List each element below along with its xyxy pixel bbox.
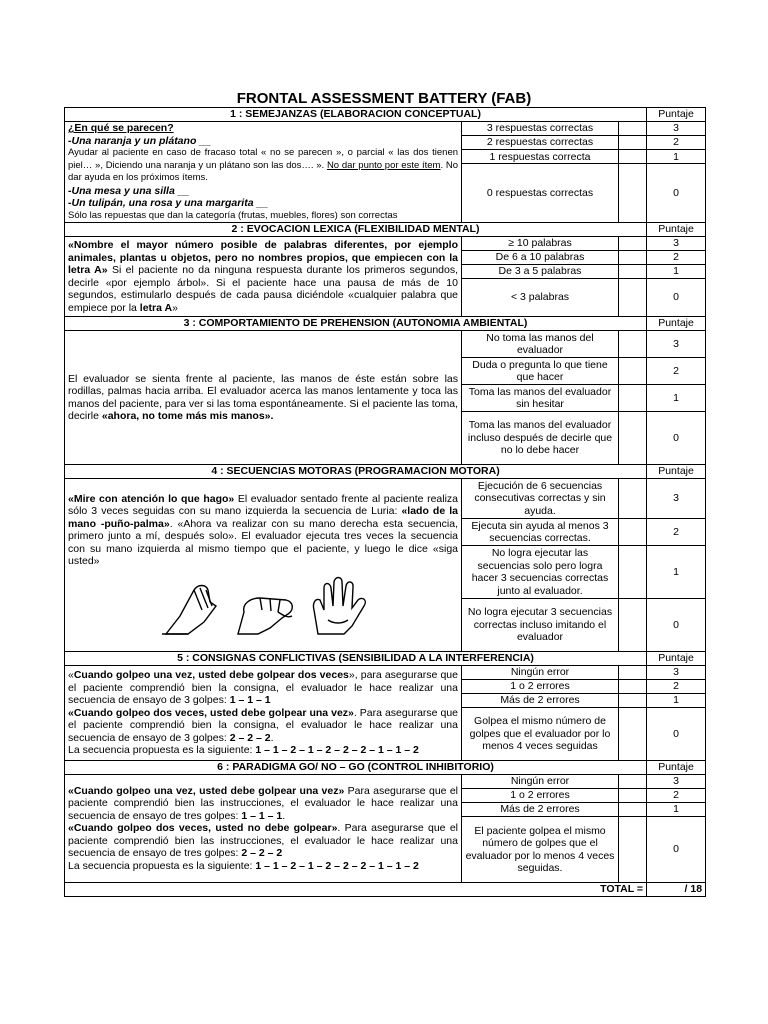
s1-help	[68, 147, 458, 185]
s4-score: 1	[647, 546, 706, 599]
spacer-cell	[619, 237, 647, 251]
s5-bold-2: «Cuando golpeo dos veces, usted debe golpear una vez»	[68, 706, 354, 719]
puntaje-header: Puntaje	[647, 317, 706, 331]
s3-score: 0	[647, 412, 706, 465]
spacer-cell	[619, 666, 647, 680]
spacer-cell	[619, 599, 647, 652]
s2-instruction-bold: «Nombre el mayor número posible de palabras diferentes, por ejemplo animales, plantas u objetos, pero no nombres propios, que empiecen con la letra A»	[68, 239, 458, 276]
spacer-cell	[619, 694, 647, 708]
page-title: FRONTAL ASSESSMENT BATTERY (FAB)	[236, 90, 532, 107]
s1-criterion: 2 respuestas correctas	[462, 136, 619, 150]
spacer-cell	[619, 331, 647, 358]
s3-instruction-text: El evaluador se sienta frente al paciente, las manos de éste están sobre las rodillas, palmas hacia arriba. El evaluador acerca las manos lentamente y toca las manos del paciente, para ver si las toma espontáneamente. Si el paciente las toma, decirle	[68, 372, 458, 422]
section-4-header: 4 : SECUENCIAS MOTORAS (PROGRAMACION MOTORA)	[65, 465, 647, 479]
s4-score: 0	[647, 599, 706, 652]
s5-score: 2	[647, 680, 706, 694]
s5-quote: «	[68, 669, 74, 682]
spacer-cell	[619, 789, 647, 803]
s1-help-underlined: No dar punto por este ítem	[326, 159, 441, 171]
section-2-header-row	[65, 223, 706, 237]
hand-palm-icon	[313, 577, 365, 634]
s5-text-2: . Para asegurarse que el paciente comprendió bien la consigna, el evaluador le hace realizar una secuencia de ensayo de 3 golpes:	[68, 706, 458, 744]
s3-criterion: Toma las manos del evaluador incluso después de decirle que no lo debe hacer	[462, 412, 619, 465]
section-5-header-row	[65, 652, 706, 666]
s6-text-2: . Para asegurarse que el paciente comprendió bien las instrucciones, el evaluador le hace realizar una secuencia de ensayo de tres golpes:	[68, 822, 458, 860]
s6-end: .	[282, 809, 286, 822]
s1-score: 1	[647, 150, 706, 164]
section-5-instructions	[65, 666, 462, 761]
spacer-cell	[619, 265, 647, 279]
hand-sequence-illustration	[158, 576, 378, 638]
s3-score: 3	[647, 331, 706, 358]
section-4-header-row	[65, 465, 706, 479]
section-1-instructions	[65, 122, 462, 223]
hand-edge-icon	[162, 585, 216, 634]
s1-criterion: 0 respuestas correctas	[462, 164, 619, 223]
spacer-cell	[619, 817, 647, 883]
s6-score: 1	[647, 803, 706, 817]
section-2-header: 2 : EVOCACION LEXICA (FLEXIBILIDAD MENTAL)	[65, 223, 647, 237]
s6-seq-label: La secuencia propuesta es la siguiente:	[68, 859, 256, 872]
spacer-cell	[619, 680, 647, 694]
s6-criterion: El paciente golpea el mismo número de golpes que el evaluador por lo menos 4 veces seguidas.	[462, 817, 619, 883]
s4-text-2: . «Ahora va realizar con su mano derecha esta secuencia, primero junto a mí, después solo». El evaluador ejecuta tres veces la secuencia con su mano izquierda al mismo tiempo que el paciente, y luego le dice «siga usted»	[68, 517, 458, 567]
s6-bold-1: «Cuando golpeo una vez, usted debe golpear una vez»	[68, 784, 345, 797]
s6-instruction-2	[68, 822, 458, 860]
spacer-cell	[619, 251, 647, 265]
s4-criterion: Ejecuta sin ayuda al menos 3 secuencias correctas.	[462, 519, 619, 546]
s2-score: 2	[647, 251, 706, 265]
spacer-cell	[619, 412, 647, 465]
puntaje-header: Puntaje	[647, 761, 706, 775]
s5-text-1: », para asegurarse que el paciente comprendió bien la consigna, el evaluador le hace realizar una secuencia de ensayo de 3 golpes:	[68, 669, 458, 707]
s3-criterion: No toma las manos del evaluador	[462, 331, 619, 358]
s3-score: 1	[647, 385, 706, 412]
s2-end: »	[172, 301, 178, 314]
s2-criterion: ≥ 10 palabras	[462, 237, 619, 251]
s2-criterion: De 6 a 10 palabras	[462, 251, 619, 265]
section-6-header-row	[65, 761, 706, 775]
s3-score: 2	[647, 358, 706, 385]
s6-criterion: Más de 2 errores	[462, 803, 619, 817]
s5-bold-1: Cuando golpeo una vez, usted debe golpear dos veces	[73, 669, 349, 682]
spacer-cell	[619, 546, 647, 599]
s4-score: 2	[647, 519, 706, 546]
s4-bold-1: «Mire con atención lo que hago»	[68, 492, 235, 505]
s4-bold-2: «lado de la mano -puño-palma»	[68, 505, 458, 530]
section-3-header-row	[65, 317, 706, 331]
s2-criterion: < 3 palabras	[462, 279, 619, 317]
s2-letter: letra A	[139, 301, 173, 314]
s4-criterion: Ejecución de 6 secuencias consecutivas correctas y sin ayuda.	[462, 479, 619, 519]
spacer-cell	[619, 122, 647, 136]
s2-instruction-text: Si el paciente no da ninguna respuesta durante los primeros segundos, decirle «por ejemplo árbol». Si el paciente hace una pausa de más de 10 segundos, estimularlo después de cada pausa diciéndole «cualquier palabra que empiece por la	[68, 264, 459, 314]
total-label: TOTAL =	[65, 883, 647, 897]
section-1-header-row	[65, 108, 706, 122]
spacer-cell	[619, 164, 647, 223]
spacer-cell	[619, 775, 647, 789]
s4-text-1: El evaluador sentado frente al paciente realiza sólo 3 veces seguidas con su mano izquierda la secuencia de Luria:	[68, 492, 458, 517]
s6-score: 2	[647, 789, 706, 803]
s5-seq-2: 2 – 2 – 2	[229, 731, 271, 744]
s1-help-b: tienen piel… », Diciendo una naranja y un plátano son las dos…. ».	[68, 147, 459, 171]
s1-question: ¿En qué se parecen?	[68, 122, 174, 134]
section-5-header: 5 : CONSIGNAS CONFLICTIVAS (SENSIBILIDAD A LA INTERFERENCIA)	[65, 652, 647, 666]
puntaje-header: Puntaje	[647, 108, 706, 122]
s5-criterion: 1 o 2 errores	[462, 680, 619, 694]
section-3-instructions	[65, 331, 462, 465]
section-6-header: 6 : PARADIGMA GO/ NO – GO (CONTROL INHIBITORIO)	[65, 761, 647, 775]
section-2-instructions	[65, 237, 462, 317]
s6-score: 3	[647, 775, 706, 789]
s4-score: 3	[647, 479, 706, 519]
spacer-cell	[619, 150, 647, 164]
spacer-cell	[619, 708, 647, 761]
spacer-cell	[619, 519, 647, 546]
s1-score: 0	[647, 164, 706, 223]
spacer-cell	[619, 136, 647, 150]
s5-seq: 1 – 1 – 2 – 1 – 2 – 2 – 2 – 1 – 1 – 2	[255, 744, 419, 757]
section-3-header: 3 : COMPORTAMIENTO DE PREHENSION (AUTONOMIA AMBIENTAL)	[65, 317, 647, 331]
puntaje-header: Puntaje	[647, 652, 706, 666]
s1-criterion: 3 respuestas correctas	[462, 122, 619, 136]
spacer-cell	[619, 358, 647, 385]
puntaje-header: Puntaje	[647, 223, 706, 237]
s5-instruction-1	[68, 669, 458, 707]
s2-score: 3	[647, 237, 706, 251]
s5-seq-1: 1 – 1 – 1	[229, 694, 271, 707]
s6-criterion: 1 o 2 errores	[462, 789, 619, 803]
s1-help-a: Ayudar al paciente en caso de fracaso total « no se parecen », o parcial « las dos	[68, 147, 429, 158]
s6-score: 0	[647, 817, 706, 883]
s1-help-c: . No dar ayuda en los próximos ítems.	[68, 159, 458, 183]
spacer-cell	[619, 479, 647, 519]
s3-criterion: Duda o pregunta lo que tiene que hacer	[462, 358, 619, 385]
s6-seq: 1 – 1 – 2 – 1 – 2 – 2 – 2 – 1 – 1 – 2	[255, 859, 419, 872]
s3-criterion: Toma las manos del evaluador sin hesitar	[462, 385, 619, 412]
s6-text-1: Para asegurarse que el paciente comprendió bien las instrucciones, el evaluador le hace realizar una secuencia de ensayo de tres golpes:	[68, 784, 458, 822]
spacer-cell	[619, 385, 647, 412]
s5-seq-label: La secuencia propuesta es la siguiente:	[68, 744, 256, 757]
s1-criterion: 1 respuestas correcta	[462, 150, 619, 164]
s5-end: .	[270, 731, 274, 744]
s5-score: 3	[647, 666, 706, 680]
section-1-header: 1 : SEMEJANZAS (ELABORACION CONCEPTUAL)	[65, 108, 647, 122]
s3-instruction-bold: «ahora, no tome más mis manos».	[101, 410, 274, 422]
s6-instruction-1	[68, 785, 458, 823]
s1-item-1: -Una naranja y un plátano __	[68, 134, 211, 147]
s5-score: 0	[647, 708, 706, 761]
s4-criterion: No logra ejecutar las secuencias solo pero logra hacer 3 secuencias correctas junto al evaluador.	[462, 546, 619, 599]
s2-score: 1	[647, 265, 706, 279]
s5-score: 1	[647, 694, 706, 708]
s6-criterion: Ningún error	[462, 775, 619, 789]
s6-bold-2: «Cuando golpeo dos veces, usted no debe golpear»	[68, 822, 338, 835]
s1-item-2: -Una mesa y una silla __	[68, 184, 190, 197]
section-4-instructions	[65, 479, 462, 652]
s6-seq-1: 1 – 1 – 1	[241, 809, 283, 822]
s5-sequence	[68, 744, 458, 757]
spacer-cell	[619, 803, 647, 817]
puntaje-header: Puntaje	[647, 465, 706, 479]
s1-score: 3	[647, 122, 706, 136]
section-6-instructions	[65, 775, 462, 883]
s4-criterion: No logra ejecutar 3 secuencias correctas incluso imitando el evaluador	[462, 599, 619, 652]
s2-criterion: De 3 a 5 palabras	[462, 265, 619, 279]
hand-fist-icon	[238, 598, 292, 634]
s5-criterion: Golpea el mismo número de golpes que el evaluador por lo menos 4 veces seguidas	[462, 708, 619, 761]
s1-score: 2	[647, 136, 706, 150]
s2-score: 0	[647, 279, 706, 317]
spacer-cell	[619, 279, 647, 317]
s5-criterion: Más de 2 errores	[462, 694, 619, 708]
s6-seq-2: 2 – 2 – 2	[241, 847, 283, 860]
fab-table	[64, 107, 706, 897]
total-value: / 18	[647, 883, 706, 897]
s6-sequence	[68, 860, 458, 873]
s5-instruction-2	[68, 707, 458, 745]
s5-criterion: Ningún error	[462, 666, 619, 680]
total-row	[65, 883, 706, 897]
s1-item-3: -Un tulipán, una rosa y una margarita __	[68, 197, 269, 209]
s4-text	[68, 493, 458, 568]
s1-note: Sólo las repuestas que dan la categoría (frutas, muebles, flores) son correctas	[68, 209, 398, 221]
